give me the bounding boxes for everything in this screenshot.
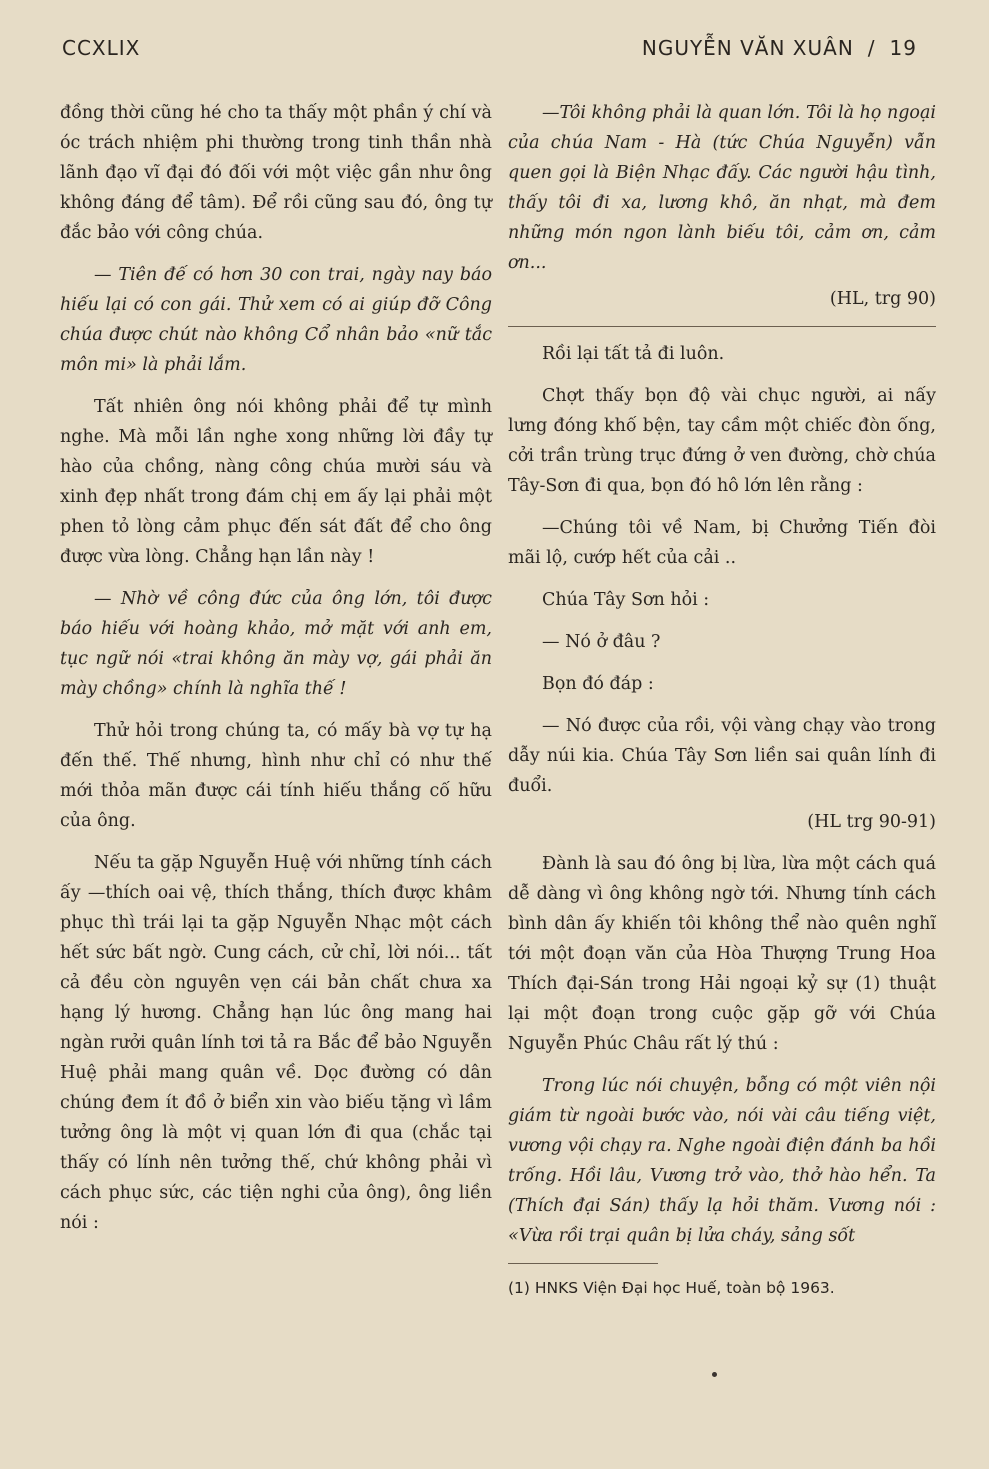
quotation-paragraph: Trong lúc nói chuyện, bỗng có một viên nội giám từ ngoài bước vào, nói vài câu tiếng việt, vương vội chạy ra. Nghe ngoài điện đánh ba hồi trống. Hồi lâu, Vương trở vào, thở hào hển. Ta (Thích đại Sán) thấy lạ hỏi thăm. Vương nói : «Vừa rồi trại quân bị lửa cháy, sảng sốt: [508, 1076, 936, 1246]
section-divider: [508, 326, 936, 327]
source-reference: (HL, trg 90): [829, 289, 936, 309]
body-paragraph: Đành là sau đó ông bị lừa, lừa một cách quá dễ dàng vì ông không ngờ tới. Nhưng tính cách bình dân ấy khiến tôi không thể nào quên nghĩ tới một đoạn văn của Hòa Thượng Trung Hoa Thích đại-Sán trong Hải ngoại kỷ sự (1) thuật lại một đoạn trong cuộc gặp gỡ với Chúa Nguyễn Phúc Châu rất lý thú :: [508, 854, 936, 1054]
body-paragraph: Nếu ta gặp Nguyễn Huệ với những tính cách ấy —thích oai vệ, thích thắng, thích được khâm phục thì trái lại ta gặp Nguyễn Nhạc một cách hết sức bất ngờ. Cung cách, cử chỉ, lời nói... tất cả đều còn nguyên vẹn cái bản chất chưa xa hạng lý hương. Chẳng hạn lúc ông mang hai ngàn rưởi quân lính tơi tả ra Bắc để bảo Nguyễn Huệ phải mang quân về. Dọc đường có dân chúng đem ít đồ ở biển xin vào biếu tặng vì lầm tưởng ông là một vị quan lớn đi qua (chắc tại thấy có lính nên tưởng thế, chứ không phải vì cách phục sức, các tiện nghi của ông), ông liền nói :: [60, 853, 492, 1233]
body-paragraph: —Chúng tôi về Nam, bị Chưởng Tiến đòi mãi lộ, cướp hết của cải ..: [508, 518, 936, 568]
body-paragraph: Chợt thấy bọn độ vài chục người, ai nấy lưng đóng khố bện, tay cầm một chiếc đòn ống, cởi trần trùng trục đứng ở ven đường, chờ chúa Tây-Sơn đi qua, bọn đó hô lớn lên rằng :: [508, 386, 936, 496]
body-paragraph: — Nó ở đâu ?: [542, 632, 661, 652]
body-paragraph: — Nó được của rồi, vội vàng chạy vào trong dẫy núi kia. Chúa Tây Sơn liền sai quân lính đi đuổi.: [508, 716, 936, 796]
body-paragraph: Tất nhiên ông nói không phải để tự mình nghe. Mà mỗi lần nghe xong những lời đầy tự hào của chồng, nàng công chúa mười sáu và xinh đẹp nhất trong đám chị em ấy lại phải một phen tỏ lòng cảm phục đến sát đất để cho ông được vừa lòng. Chẳng hạn lần này !: [60, 397, 492, 567]
source-reference: (HL trg 90-91): [807, 812, 936, 832]
footnote-divider: [508, 1263, 658, 1264]
body-paragraph: Chúa Tây Sơn hỏi :: [542, 590, 710, 610]
quotation-paragraph: —Tôi không phải là quan lớn. Tôi là họ ngoại của chúa Nam - Hà (tức Chúa Nguyễn) vẫn quen gọi là Biện Nhạc đấy. Các người hậu tình, thấy tôi đi xa, lương khô, ăn nhạt, mà đem những món ngon lành biếu tôi, cảm ơn, cảm ơn...: [508, 103, 936, 273]
page-number: 19: [889, 36, 917, 60]
footnote: (1) HNKS Viện Đại học Huế, toàn bộ 1963.: [508, 1279, 835, 1297]
body-paragraph: Rồi lại tất tả đi luôn.: [542, 344, 725, 364]
quotation-paragraph: — Tiên đế có hơn 30 con trai, ngày nay báo hiếu lại có con gái. Thử xem có ai giúp đỡ Công chúa được chút nào không Cổ nhân bảo «nữ tắc môn mi» là phải lắm.: [60, 265, 492, 375]
right-column: [508, 98, 936, 1314]
ink-dot: [712, 1372, 717, 1377]
body-paragraph: Thử hỏi trong chúng ta, có mấy bà vợ tự hạ đến thế. Thế nhưng, hình như chỉ có như thế mới thỏa mãn được cái tính hiếu thắng cố hữu của ông.: [60, 721, 492, 831]
body-paragraph: đồng thời cũng hé cho ta thấy một phần ý chí và óc trách nhiệm phi thường trong tinh thần nhà lãnh đạo vĩ đại đó đối với một việc gần như ông không đáng để tâm). Để rồi cũng sau đó, ông tự đắc bảo với công chúa.: [60, 103, 492, 243]
roman-page-number: CCXLIX: [62, 36, 141, 60]
quotation-paragraph: — Nhờ về công đức của ông lớn, tôi được báo hiếu với hoàng khảo, mở mặt với anh em, tục ngữ nói «trai không ăn mày vợ, gái phải ăn mày chồng» chính là nghĩa thế !: [60, 589, 492, 699]
page-header: [62, 36, 917, 66]
body-paragraph: Bọn đó đáp :: [542, 674, 654, 694]
header-separator: /: [867, 36, 876, 60]
author-name: NGUYỄN VĂN XUÂN: [641, 36, 854, 60]
running-header: [642, 36, 917, 60]
left-column: [60, 98, 492, 1250]
